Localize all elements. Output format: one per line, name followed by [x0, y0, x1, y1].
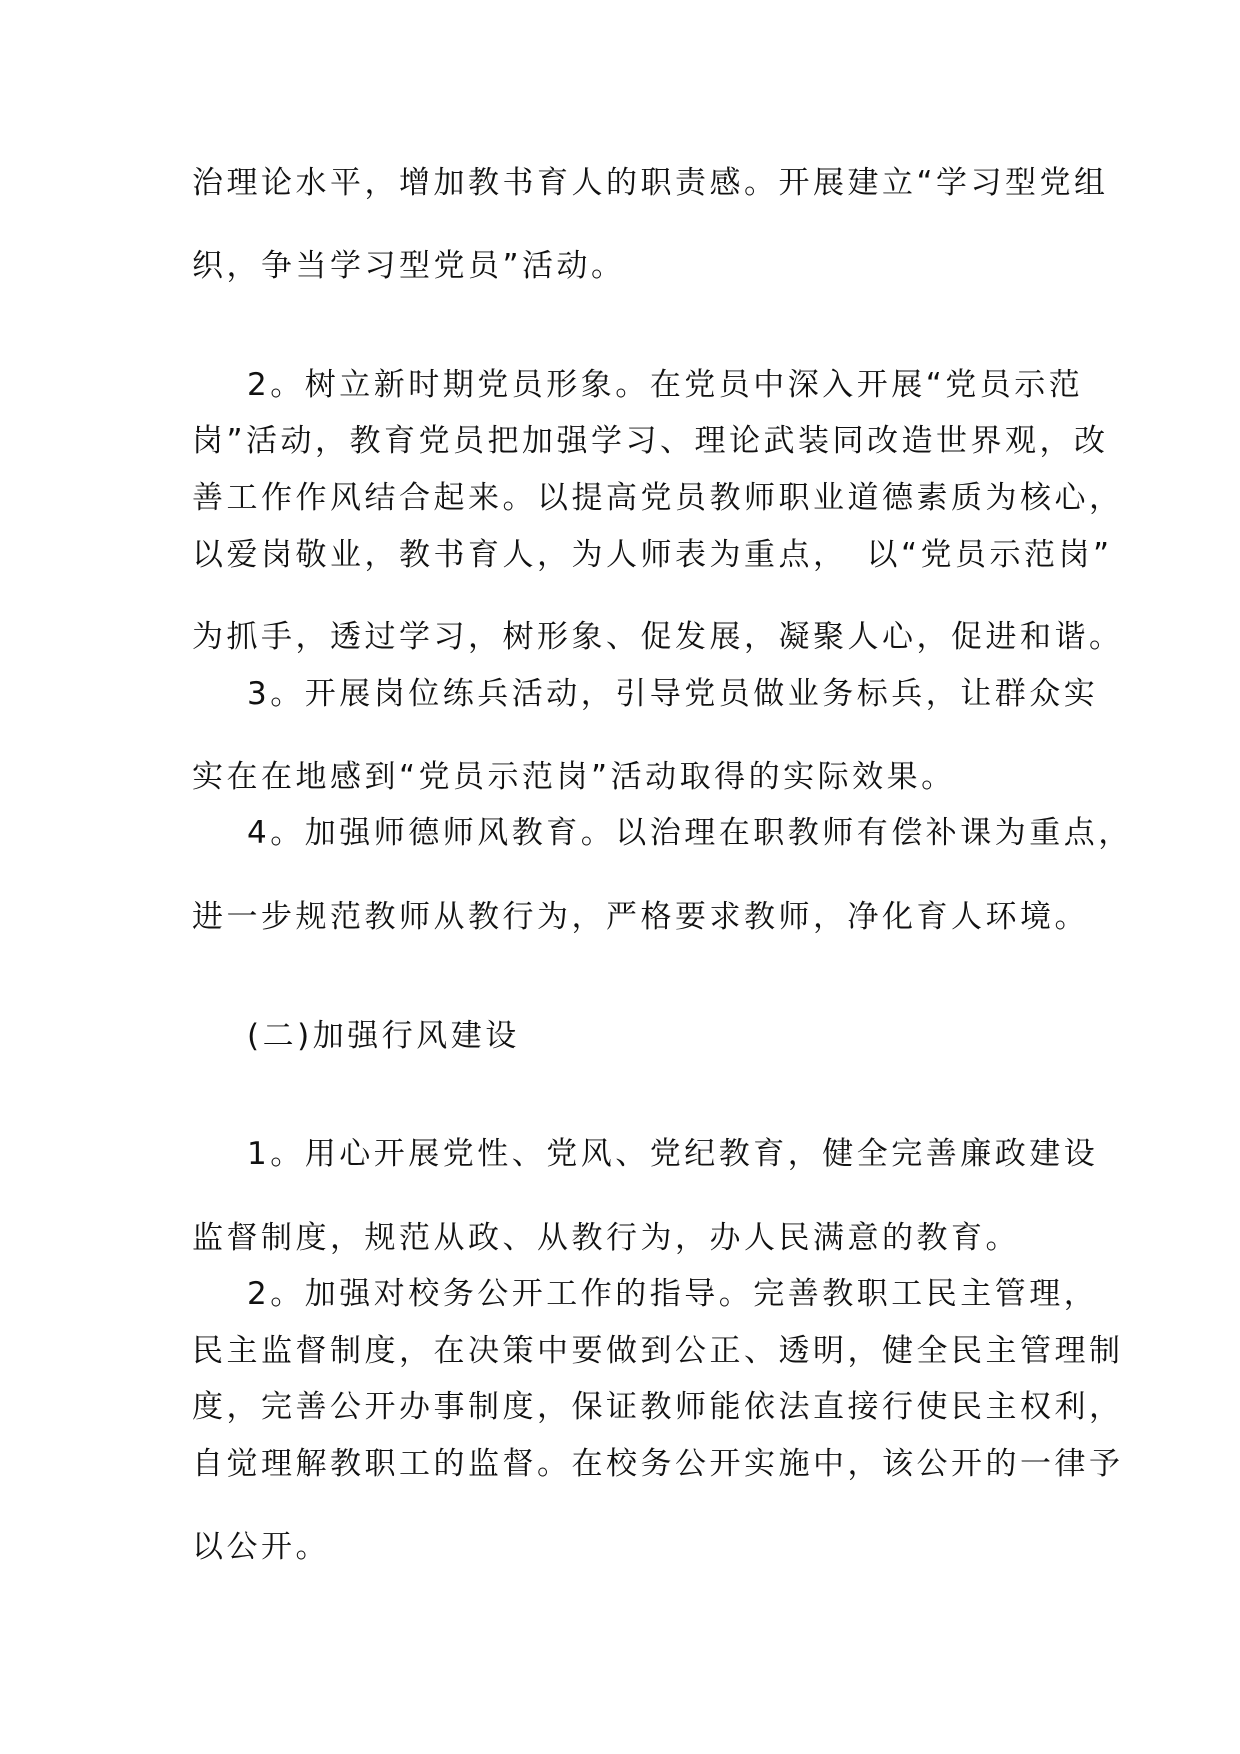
paragraph-start-line: 2。加强对校务公开工作的指导。完善教职工民主管理，	[247, 1276, 1099, 1312]
paragraph-start-line: 3。开展岗位练兵活动，引导党员做业务标兵，让群众实	[247, 676, 1099, 712]
text-line: 实在在地感到“党员示范岗”活动取得的实际效果。	[192, 759, 956, 795]
text-line: 治理论水平，增加教书育人的职责感。开展建立“学习型党组	[192, 165, 1109, 201]
section-heading: (二)加强行风建设	[247, 1018, 520, 1054]
text-line: 监督制度，规范从政、从教行为，办人民满意的教育。	[192, 1220, 1020, 1256]
text-line: 度，完善公开办事制度，保证教师能依法直接行使民主权利，	[192, 1389, 1124, 1425]
text-line: 为抓手，透过学习，树形象、促发展，凝聚人心，促进和谐。	[192, 619, 1124, 655]
text-line: 进一步规范教师从教行为，严格要求教师，净化育人环境。	[192, 899, 1089, 935]
paragraph-start-line: 2。树立新时期党员形象。在党员中深入开展“党员示范	[247, 367, 1084, 403]
text-line: 以公开。	[192, 1529, 330, 1565]
text-line: 自觉理解教职工的监督。在校务公开实施中，该公开的一律予	[192, 1446, 1124, 1482]
text-line: 岗”活动，教育党员把加强学习、理论武装同改造世界观，改	[192, 423, 1109, 459]
text-line: 民主监督制度，在决策中要做到公正、透明，健全民主管理制	[192, 1333, 1124, 1369]
paragraph-start-line: 1。用心开展党性、党风、党纪教育，健全完善廉政建设	[247, 1136, 1099, 1172]
paragraph-start-line: 4。加强师德师风教育。以治理在职教师有偿补课为重点，	[247, 815, 1133, 851]
text-line: 以爱岗敬业，教书育人，为人师表为重点， 以“党员示范岗”	[192, 537, 1113, 573]
text-line: 织，争当学习型党员”活动。	[192, 248, 626, 284]
text-line: 善工作作风结合起来。以提高党员教师职业道德素质为核心，	[192, 480, 1124, 516]
